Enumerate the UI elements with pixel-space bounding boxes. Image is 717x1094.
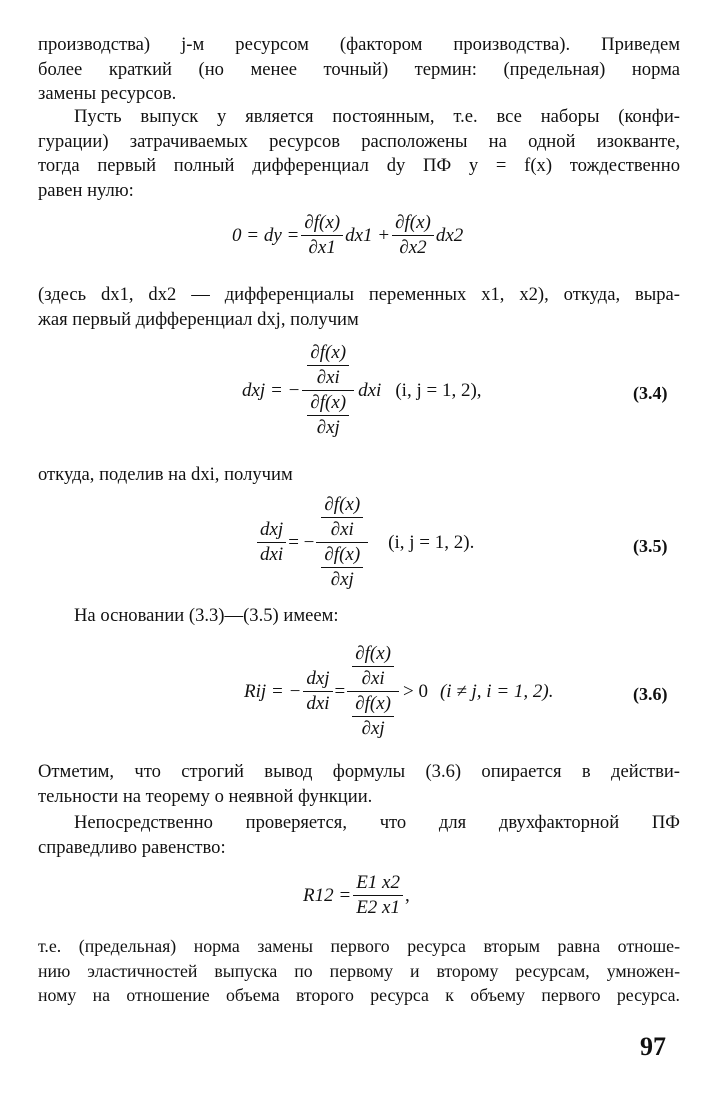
fraction — [301, 212, 343, 259]
denominator: E2 x1 — [356, 897, 400, 918]
fraction — [303, 668, 332, 715]
fraction — [321, 494, 363, 541]
fraction — [307, 392, 349, 439]
numerator: ∂f(x) — [352, 693, 394, 717]
paragraph-5 — [38, 604, 680, 629]
text-line: справедливо равенство: — [38, 836, 226, 858]
eq-term: , — [404, 884, 410, 906]
paragraph-4 — [38, 463, 680, 488]
numerator: ∂f(x) — [321, 544, 363, 568]
fraction — [307, 342, 349, 389]
eq-term: dx1 + — [345, 224, 391, 246]
eq-lhs: 0 = dy = — [232, 224, 300, 246]
eq-operator: = — [334, 680, 346, 702]
fraction — [353, 872, 403, 919]
text-line: откуда, поделив на dxi, получим — [38, 464, 293, 485]
equation-label: (3.4) — [633, 383, 668, 403]
paragraph-2 — [38, 105, 680, 203]
eq-lhs: Rij = − — [244, 680, 302, 702]
text-line: замены ресурсов. — [38, 83, 177, 104]
page-number: 97 — [640, 1032, 666, 1061]
text-line: Пусть выпуск y является постоянным, т.е. все наборы (конфи- — [74, 106, 680, 127]
fraction — [257, 519, 286, 566]
text-line: гурации) затрачиваемых ресурсов расположены на одной изокванте, — [38, 130, 680, 152]
eq-condition: (i ≠ j, i = 1, 2). — [439, 680, 554, 702]
fraction — [352, 643, 394, 690]
numerator: ∂f(x) — [352, 643, 394, 667]
denominator: ∂xj — [330, 569, 354, 590]
eq-condition: (i, j = 1, 2). — [388, 531, 475, 553]
text-line: тельности на теорему о неявной функции. — [38, 785, 373, 807]
text-line: На основании (3.3)—(3.5) имеем: — [74, 605, 339, 626]
denominator — [347, 692, 399, 740]
fraction — [352, 693, 394, 740]
text-line: Отметим, что строгий вывод формулы (3.6) опирается в действи- — [38, 761, 680, 782]
text-line: более краткий (но менее точный) термин: (предельная) норма — [38, 58, 680, 80]
text-line: (здесь dx1, dx2 — дифференциалы переменных x1, x2), откуда, выра- — [38, 284, 680, 305]
numerator: ∂f(x) — [307, 392, 349, 416]
paragraph-7 — [38, 811, 680, 860]
numerator — [316, 494, 368, 543]
numerator — [347, 643, 399, 692]
numerator: E1 x2 — [353, 872, 403, 896]
numerator — [302, 342, 354, 391]
text-line: нию эластичностей выпуска по первому и второму ресурсам, умножен- — [38, 960, 680, 981]
paragraph-6 — [38, 760, 680, 809]
equation-3-5 — [255, 494, 474, 591]
numerator: ∂f(x) — [321, 494, 363, 518]
denominator: ∂xj — [316, 417, 340, 438]
eq-lhs: dxj = − — [242, 379, 301, 401]
eq-operator: = − — [288, 531, 315, 553]
equation-r12 — [303, 872, 410, 919]
denominator: dxi — [260, 544, 284, 565]
numerator: dxj — [257, 519, 286, 543]
numerator: ∂f(x) — [301, 212, 343, 236]
eq-lhs: R12 = — [303, 884, 352, 906]
text-line: ному на отношение объема второго ресурса к объему первого ресурса. — [38, 985, 680, 1005]
equation-label: (3.6) — [633, 684, 668, 704]
paragraph-1 — [38, 33, 680, 107]
denominator: ∂x2 — [399, 237, 427, 258]
text-line: Непосредственно проверяется, что для двухфакторной ПФ — [74, 812, 680, 833]
numerator: ∂f(x) — [392, 212, 434, 236]
eq-term: dxi — [358, 379, 382, 401]
equation-3-6 — [244, 643, 553, 740]
text-line: тогда первый полный дифференциал dy ПФ y = f(x) тождественно — [38, 155, 680, 176]
text-line: производства) j-м ресурсом (фактором производства). Приведем — [38, 34, 680, 55]
paragraph-3 — [38, 283, 680, 332]
fraction — [392, 212, 434, 259]
eq-term: dx2 — [435, 224, 464, 246]
denominator: ∂xi — [330, 519, 354, 540]
denominator: dxi — [306, 693, 330, 714]
equation-3-4 — [242, 342, 482, 439]
text-line: равен нулю: — [38, 179, 134, 201]
compound-fraction — [347, 643, 399, 740]
eq-term: > 0 — [403, 680, 428, 702]
denominator — [302, 391, 354, 439]
denominator: ∂xi — [361, 668, 385, 689]
fraction — [321, 544, 363, 591]
denominator: ∂xi — [316, 367, 340, 388]
numerator: ∂f(x) — [307, 342, 349, 366]
compound-fraction — [302, 342, 354, 439]
denominator: ∂xj — [361, 718, 385, 739]
eq-condition: (i, j = 1, 2), — [395, 379, 482, 401]
denominator: ∂x1 — [308, 237, 336, 258]
numerator: dxj — [303, 668, 332, 692]
text-line: жая первый дифференциал dxj, получим — [38, 308, 359, 330]
equation-label: (3.5) — [633, 536, 668, 556]
text-line: т.е. (предельная) норма замены первого ресурса вторым равна отноше- — [38, 936, 680, 956]
denominator — [316, 543, 368, 591]
compound-fraction — [316, 494, 368, 591]
paragraph-8 — [38, 934, 680, 1008]
equation-differential — [232, 212, 463, 259]
